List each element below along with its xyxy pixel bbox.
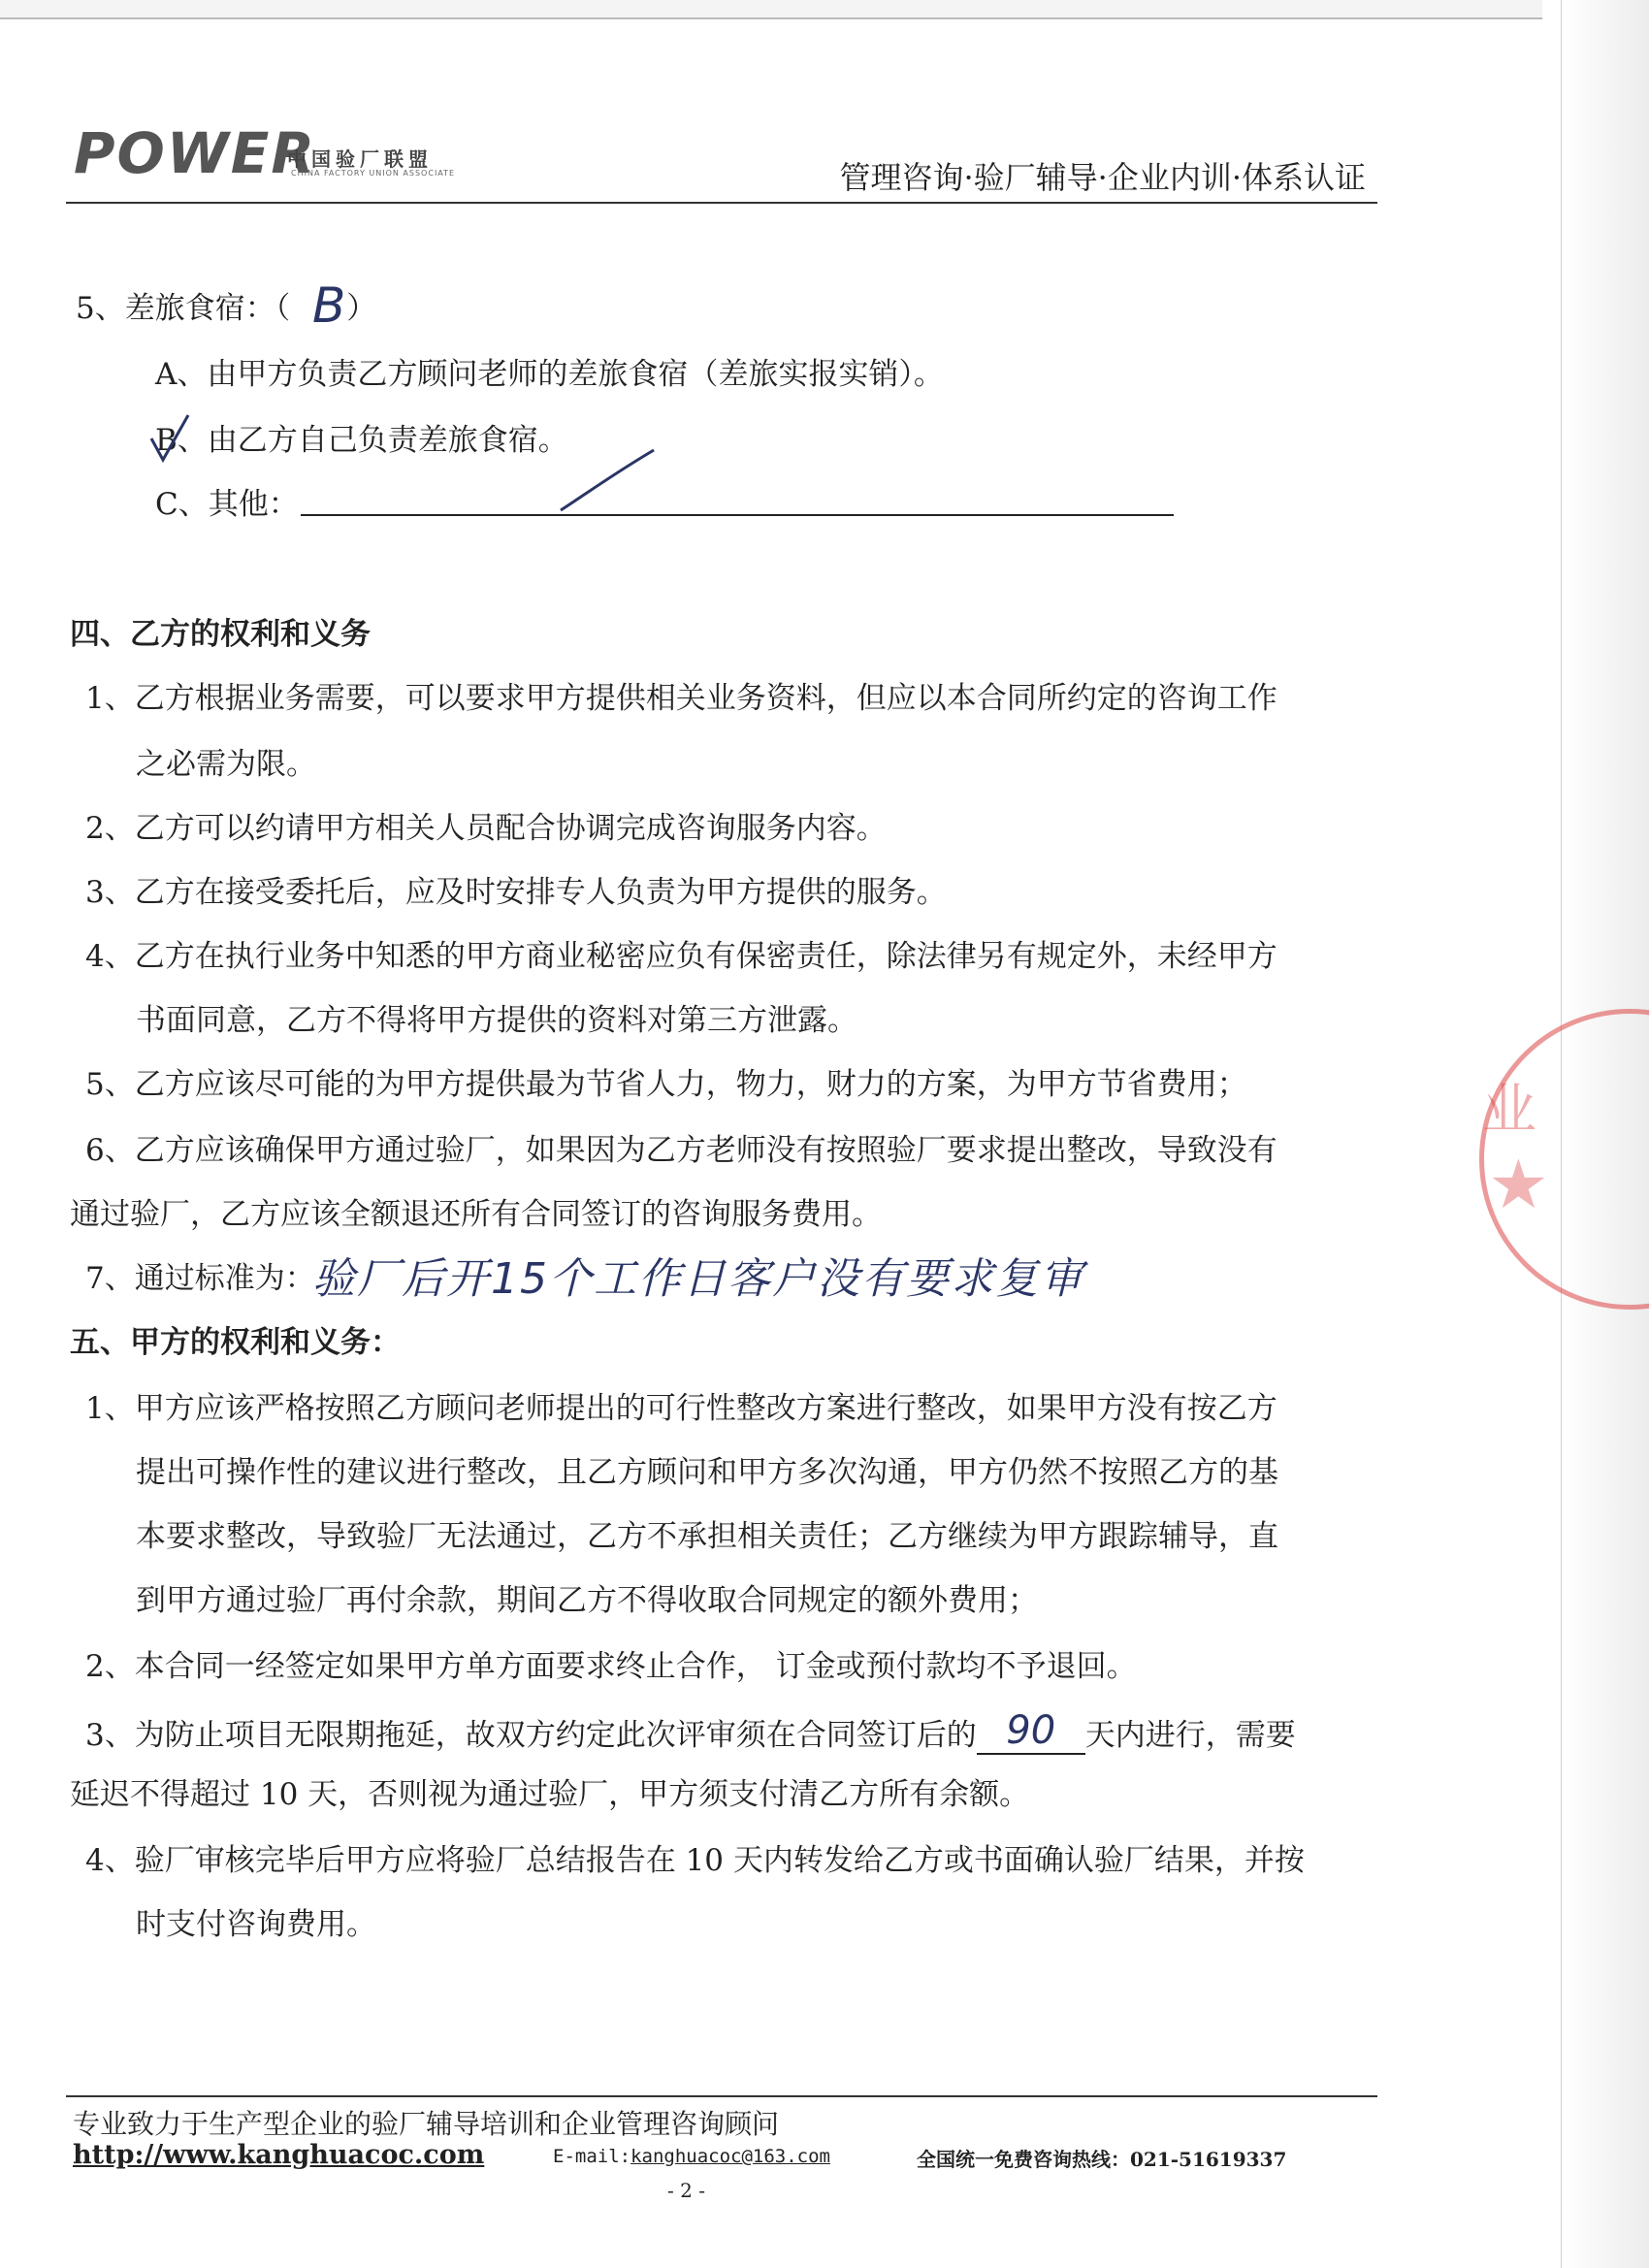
- section-5-item-3-line-1: [85, 1708, 1296, 1755]
- footer-website-link[interactable]: http://www.kanghuacoc.com: [73, 2140, 485, 2170]
- section-5-item-1-line-3: 本要求整改，导致验厂无法通过，乙方不承担相关责任；乙方继续为甲方跟踪辅导，直: [136, 1519, 1278, 1554]
- travel-option-c-label: C、其他：: [155, 487, 299, 522]
- footer-hotline: 全国统一免费咨询热线：021-51619337: [917, 2148, 1287, 2171]
- handwritten-days: 90: [1006, 1708, 1056, 1753]
- logo-chinese-name: 中国验厂联盟: [287, 147, 433, 171]
- section-5-item-1-line-4: 到甲方通过验厂再付余款，期间乙方不得收取合同规定的额外费用；: [136, 1583, 1038, 1618]
- footer-slogan: 专业致力于生产型企业的验厂辅导培训和企业管理咨询顾问: [73, 2108, 780, 2140]
- footer-email-label: E-mail:: [553, 2146, 631, 2167]
- section-4-item-2: 2、乙方可以约请甲方相关人员配合协调完成咨询服务内容。: [85, 811, 887, 846]
- section-4-item-1-line-2: 之必需为限。: [136, 747, 316, 782]
- travel-lodging-label: 5、差旅食宿：（: [76, 291, 291, 326]
- item-3-text-before: 3、为防止项目无限期拖延，故双方约定此次评审须在合同签订后的: [85, 1718, 977, 1753]
- option-c-blank: [301, 514, 1174, 516]
- scan-edge-top: [0, 0, 1542, 19]
- section-5-item-4-line-1: 4、验厂审核完毕后甲方应将验厂总结报告在 10 天内转发给乙方或书面确认验厂结果，并按: [85, 1843, 1305, 1878]
- section-5-item-2: 2、本合同一经签定如果甲方单方面要求终止合作， 订金或预付款均不予退回。: [85, 1649, 1137, 1684]
- option-b-checkmark: [146, 409, 194, 468]
- section-5-item-3-line-2: 延迟不得超过 10 天，否则视为通过验厂，甲方须支付清乙方所有余额。: [70, 1777, 1030, 1812]
- travel-lodging-close: ）: [346, 291, 377, 326]
- section-4-item-1-line-1: 1、乙方根据业务需要，可以要求甲方提供相关业务资料，但应以本合同所约定的咨询工作: [85, 681, 1277, 716]
- section-4-item-6-line-1: 6、乙方应该确保甲方通过验厂，如果因为乙方老师没有按照验厂要求提出整改，导致没有: [85, 1133, 1277, 1168]
- handwritten-answer-b: B: [312, 277, 346, 334]
- section-5-title: 五、甲方的权利和义务：: [70, 1325, 401, 1360]
- stamp-star-icon: ★: [1488, 1145, 1549, 1224]
- logo-english-name: CHINA FACTORY UNION ASSOCIATE: [291, 169, 456, 178]
- item-3-text-after: 天内进行，需要: [1084, 1718, 1296, 1753]
- section-5-item-4-line-2: 时支付咨询费用。: [136, 1907, 376, 1942]
- travel-option-b: B、由乙方自己负责差旅食宿。: [155, 423, 568, 458]
- footer-rule: [66, 2095, 1377, 2097]
- option-c-slash-mark: [553, 446, 660, 516]
- section-4-item-4-line-1: 4、乙方在执行业务中知悉的甲方商业秘密应负有保密责任，除法律另有规定外，未经甲方: [85, 939, 1277, 974]
- footer-email: [553, 2146, 830, 2167]
- section-4-item-4-line-2: 书面同意，乙方不得将甲方提供的资料对第三方泄露。: [136, 1003, 857, 1038]
- handwritten-pass-standard: 验厂后开15个工作日客户没有要求复审: [312, 1254, 1084, 1304]
- section-4-item-5: 5、乙方应该尽可能的为甲方提供最为节省人力，物力，财力的方案，为甲方节省费用；: [85, 1067, 1247, 1102]
- page-header: [66, 114, 1377, 204]
- days-blank: [977, 1708, 1085, 1755]
- footer-email-address[interactable]: kanghuacoc@163.com: [630, 2146, 830, 2167]
- header-tagline: 管理咨询·验厂辅导·企业内训·体系认证: [839, 159, 1366, 196]
- travel-option-a: A、由甲方负责乙方顾问老师的差旅食宿（差旅实报实销）。: [155, 357, 944, 392]
- section-4-item-6-line-2: 通过验厂，乙方应该全额退还所有合同签订的咨询服务费用。: [70, 1197, 882, 1232]
- logo-wordmark: POWER: [74, 120, 317, 186]
- section-4-item-7-label: 7、通过标准为：: [85, 1261, 315, 1296]
- stamp-fragment-text: 业: [1482, 1079, 1536, 1142]
- section-5-item-1-line-2: 提出可操作性的建议进行整改，且乙方顾问和甲方多次沟通，甲方仍然不按照乙方的基: [136, 1455, 1278, 1490]
- page-number: - 2 -: [667, 2179, 705, 2202]
- section-4-item-3: 3、乙方在接受委托后，应及时安排专人负责为甲方提供的服务。: [85, 875, 947, 910]
- section-4-title: 四、乙方的权利和义务: [70, 617, 371, 652]
- section-5-item-1-line-1: 1、甲方应该严格按照乙方顾问老师提出的可行性整改方案进行整改，如果甲方没有按乙方: [85, 1391, 1277, 1426]
